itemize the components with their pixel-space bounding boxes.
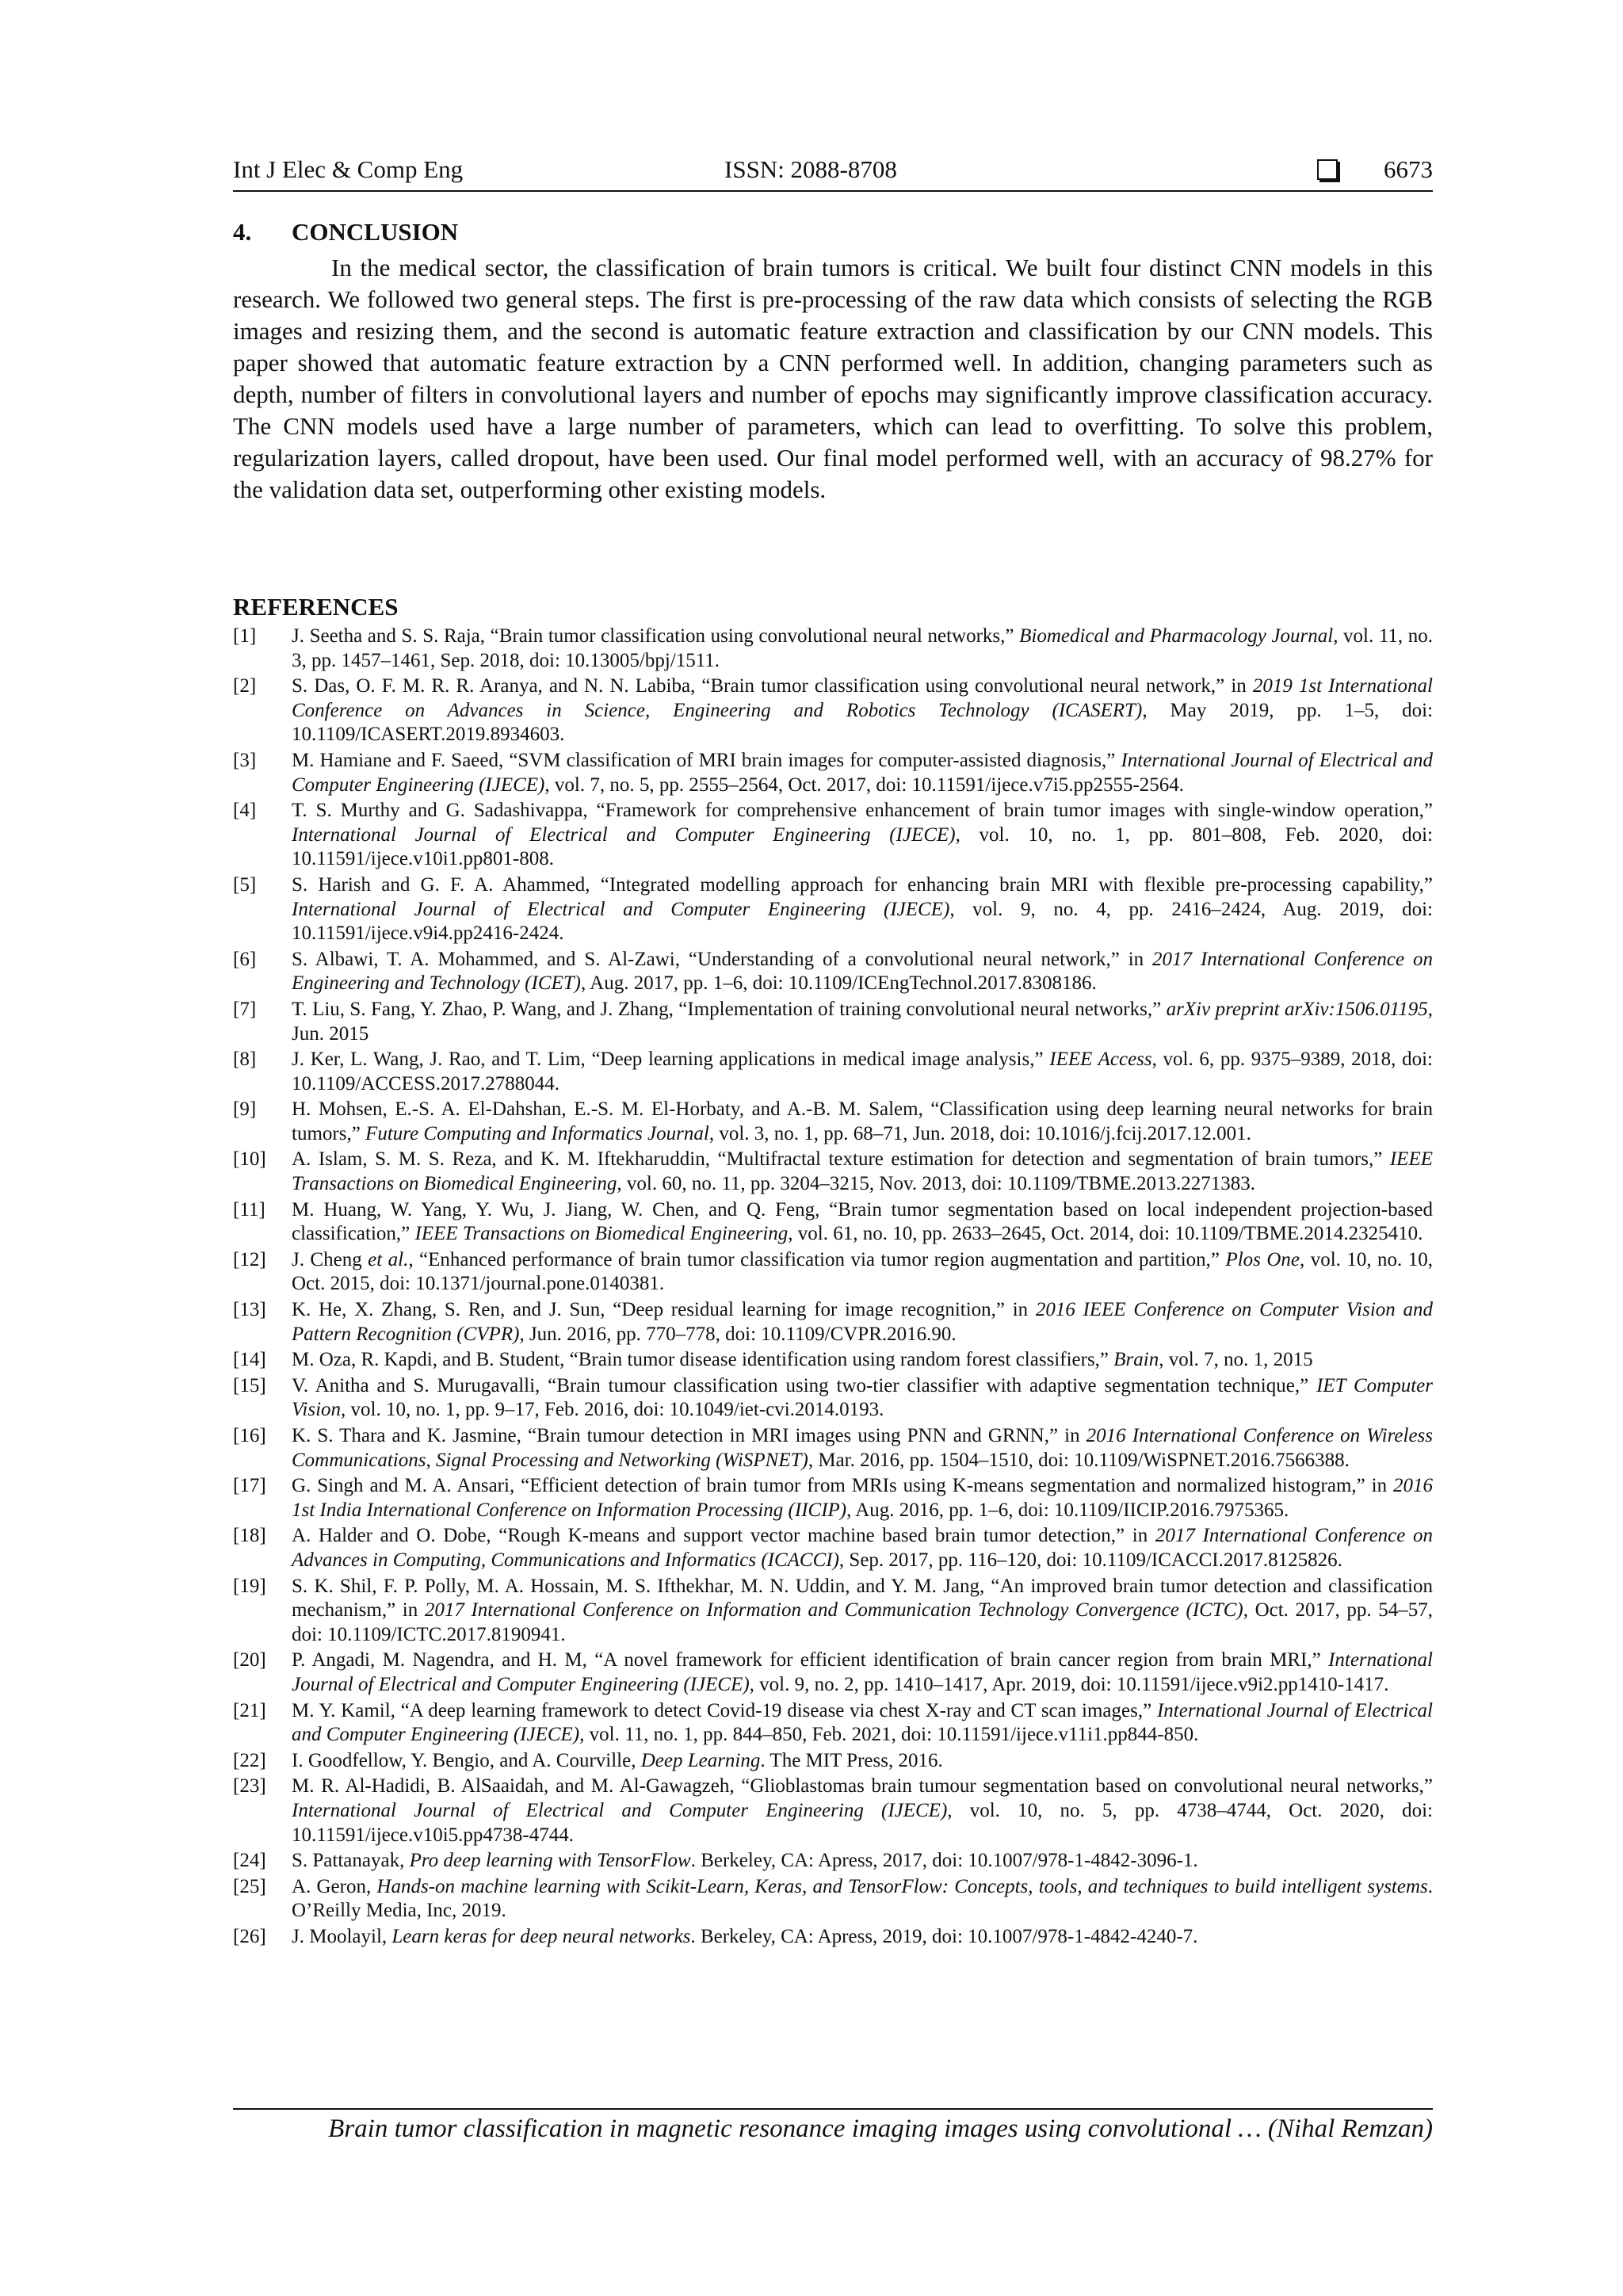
reference-details: , vol. 60, no. 11, pp. 3204–3215, Nov. 2013, doi: 10.1109/TBME.2013.2271383. [617,1173,1255,1195]
reference-details: . The MIT Press, 2016. [760,1749,943,1771]
reference-details: , vol. 11, no. 3, pp. 1457–1461, Sep. 2018, doi: 10.13005/bpj/1511. [292,625,1433,671]
reference-venue: Learn keras for deep neural networks [391,1925,691,1947]
reference-number: [8] [233,1049,257,1071]
reference-item [233,1648,1433,1697]
reference-details: , vol. 61, no. 10, pp. 2633–2645, Oct. 2014, doi: 10.1109/TBME.2014.2325410. [788,1223,1423,1245]
reference-number: [16] [233,1425,266,1446]
reference-text: M. Y. Kamil, “A deep learning framework to detect Covid-19 disease via chest X-ray and CT scan images,” [292,1699,1157,1721]
reference-item [233,1849,1433,1874]
reference-text: K. He, X. Zhang, S. Ren, and J. Sun, “Deep residual learning for image recognition,” in [292,1299,1036,1321]
reference-item [233,948,1433,996]
reference-venue: 2019 1st International Conference on Advances in Science, Engineering and Robotics Technology (ICASERT) [292,675,1434,721]
reference-venue: Future Computing and Informatics Journal [365,1122,709,1144]
reference-venue: Brain [1113,1349,1159,1371]
reference-number: [11] [233,1198,265,1221]
reference-details: , Aug. 2016, pp. 1–6, doi: 10.1109/IICIP.2016.7975365. [846,1499,1289,1521]
page-header [233,155,1433,192]
reference-venue: 2016 International Conference on Wireless Communications, Signal Processing and Networking (WiSPNET) [292,1425,1434,1471]
reference-item [233,1474,1433,1522]
reference-item [233,799,1433,872]
reference-item [233,1248,1433,1297]
reference-item [233,1524,1433,1572]
reference-details: , vol. 10, no. 10, Oct. 2015, doi: 10.1371/journal.pone.0140381. [292,1248,1433,1295]
reference-number: [14] [233,1349,266,1371]
reference-details: . O’Reilly Media, Inc, 2019. [292,1875,1433,1922]
reference-text: V. Anitha and S. Murugavalli, “Brain tumour classification using two-tier classifier with adaptive segmentation technique,” [292,1374,1317,1396]
reference-text: J. Cheng [292,1248,369,1270]
reference-number: [23] [233,1775,266,1797]
reference-venue: Deep Learning [640,1749,761,1771]
reference-item [233,1298,1433,1347]
reference-number: [20] [233,1649,266,1671]
reference-item [233,1925,1433,1950]
reference-item [233,998,1433,1046]
reference-number: [17] [233,1475,266,1497]
reference-details: , vol. 6, pp. 9375–9389, 2018, doi: 10.1109/ACCESS.2017.2788044. [292,1049,1433,1095]
reference-venue: International Journal of Electrical and Computer Engineering (IJECE) [292,898,950,920]
reference-venue: IET Computer Vision [292,1374,1433,1421]
reference-details: , May 2019, pp. 1–5, doi: 10.1109/ICASERT.2019.8934603. [292,699,1434,746]
reference-venue: 2017 International Conference on Engineering and Technology (ICET) [292,948,1433,995]
reference-text: S. K. Shil, F. P. Polly, M. A. Hossain, M. S. Ifthekhar, M. N. Uddin, and Y. M. Jang, “An improved brain tumor detection and classification mechanism,” in [292,1575,1433,1622]
reference-details: , “Enhanced performance of brain tumor classification via tumor region augmentation and partition,” [408,1248,1226,1270]
reference-number: [19] [233,1575,266,1597]
reference-venue: 2017 International Conference on Advances in Computing, Communications and Informatics (ICACCI) [292,1525,1433,1571]
reference-number: [22] [233,1749,266,1771]
reference-text: M. Huang, W. Yang, Y. Wu, J. Jiang, W. Chen, and Q. Feng, “Brain tumor segmentation based on local independent projection-based classification,” [292,1198,1433,1245]
conclusion-paragraph: In the medical sector, the classification of brain tumors is critical. We built four distinct CNN models in this research. We followed two general steps. The first is pre-processing of the raw data which consists of selecting the RGB images and resizing them, and the second is automatic feature extraction and classification by our CNN models. This paper showed that automatic feature extraction by a CNN performed well. In addition, changing parameters such as depth, number of filters in convolutional layers and number of epochs may significantly improve classification accuracy. The CNN models used have a large number of parameters, which can lead to overfitting. To solve this problem, regularization layers, called dropout, have been used. Our final model performed well, with an accuracy of 98.27% for the validation data set, outperforming other existing models. [233,254,1433,503]
reference-number: [4] [233,800,257,822]
reference-item [233,1749,1433,1774]
reference-details: , Aug. 2017, pp. 1–6, doi: 10.1109/ICEngTechnol.2017.8308186. [581,972,1097,995]
reference-number: [1] [233,625,257,647]
reference-number: [5] [233,873,257,896]
reference-number: [3] [233,749,257,771]
reference-text: T. Liu, S. Fang, Y. Zhao, P. Wang, and J. Zhang, “Implementation of training convolutional neural networks,” [292,998,1167,1020]
reference-number: [26] [233,1925,266,1947]
reference-venue: 2016 IEEE Conference on Computer Vision and Pattern Recognition (CVPR) [292,1299,1433,1345]
reference-text: J. Seetha and S. S. Raja, “Brain tumor classification using convolutional neural networks,” [292,625,1020,647]
reference-text: H. Mohsen, E.-S. A. El-Dahshan, E.-S. M. El-Horbaty, and A.-B. M. Salem, “Classification using deep learning neural networks for brain tumors,” [292,1098,1433,1144]
reference-item [233,1374,1433,1423]
reference-number: [25] [233,1875,266,1897]
reference-text: A. Islam, S. M. S. Reza, and K. M. Iftekharuddin, “Multifractal texture estimation for detection and segmentation of brain tumors,” [292,1148,1390,1171]
reference-item [233,1699,1433,1748]
reference-details: . Berkeley, CA: Apress, 2019, doi: 10.1007/978-1-4842-4240-7. [690,1925,1198,1947]
reference-item [233,1098,1433,1146]
reference-number: [7] [233,998,257,1020]
reference-details: , Jun. 2015 [292,998,1434,1045]
square-box-icon [1317,159,1338,180]
reference-item [233,625,1433,673]
reference-details: , vol. 7, no. 1, 2015 [1159,1349,1313,1371]
reference-venue: Plos One [1225,1248,1300,1270]
reference-item [233,674,1433,747]
reference-venue: International Journal of Electrical and Computer Engineering (IJECE) [292,1799,948,1821]
section-heading [233,218,458,246]
paper-page [233,0,1433,2296]
reference-text: P. Angadi, M. Nagendra, and H. M, “A novel framework for efficient identification of brain cancer region from brain MRI,” [292,1649,1329,1671]
reference-item [233,749,1433,797]
reference-item [233,873,1433,946]
reference-text: T. S. Murthy and G. Sadashivappa, “Framework for comprehensive enhancement of brain tumor images with single-window operation,” [292,800,1433,822]
reference-details: . Berkeley, CA: Apress, 2017, doi: 10.1007/978-1-4842-3096-1. [690,1850,1198,1872]
reference-text: M. Hamiane and F. Saeed, “SVM classification of MRI brain images for computer-assisted diagnosis,” [292,749,1121,771]
reference-venue: International Journal of Electrical and Computer Engineering (IJECE) [292,823,956,846]
reference-details: , Oct. 2017, pp. 54–57, doi: 10.1109/ICTC.2017.8190941. [292,1599,1433,1645]
reference-venue: 2016 1st India International Conference on Information Processing (IICIP) [292,1475,1433,1521]
reference-text: M. Oza, R. Kapdi, and B. Student, “Brain tumor disease identification using random forest classifiers,” [292,1349,1114,1371]
reference-item [233,1048,1433,1096]
reference-number: [2] [233,675,257,697]
reference-text: S. Harish and G. F. A. Ahammed, “Integrated modelling approach for enhancing brain MRI with flexible pre-processing capability,” [292,873,1433,896]
reference-number: [15] [233,1374,266,1396]
reference-details: , vol. 3, no. 1, pp. 68–71, Jun. 2018, doi: 10.1016/j.fcij.2017.12.001. [708,1122,1251,1144]
reference-venue: arXiv preprint arXiv:1506.01195 [1166,998,1428,1020]
page-number: 6673 [1384,155,1433,183]
issn-label: ISSN: 2088-8708 [724,155,897,183]
references-list [233,625,1433,1950]
reference-venue: Pro deep learning with TensorFlow [409,1850,691,1872]
reference-number: [9] [233,1098,257,1121]
reference-details: , vol. 11, no. 1, pp. 844–850, Feb. 2021, doi: 10.11591/ijece.v11i1.pp844-850. [579,1724,1199,1746]
reference-number: [18] [233,1525,266,1547]
reference-text: J. Moolayil, [292,1925,392,1947]
reference-text: K. S. Thara and K. Jasmine, “Brain tumour detection in MRI images using PNN and GRNN,” in [292,1425,1086,1446]
reference-venue: International Journal of Electrical and Computer Engineering (IJECE) [292,749,1433,796]
reference-details: , vol. 9, no. 2, pp. 1410–1417, Apr. 2019, doi: 10.11591/ijece.v9i2.pp1410-1417. [749,1673,1389,1695]
page-footer: Brain tumor classification in magnetic resonance imaging images using convolutional … (Nihal Remzan) [233,2108,1433,2144]
reference-details: , vol. 10, no. 5, pp. 4738–4744, Oct. 2020, doi: 10.11591/ijece.v10i5.pp4738-4744. [292,1799,1433,1846]
reference-details: , vol. 10, no. 1, pp. 801–808, Feb. 2020, doi: 10.11591/ijece.v10i1.pp801-808. [292,823,1433,870]
references-heading: REFERENCES [233,593,399,621]
reference-venue: 2017 International Conference on Information and Communication Technology Convergence (ICTC) [424,1599,1243,1622]
reference-venue: IEEE Access [1049,1049,1152,1071]
reference-item [233,1148,1433,1196]
reference-number: [13] [233,1299,266,1321]
reference-details: , Sep. 2017, pp. 116–120, doi: 10.1109/ICACCI.2017.8125826. [838,1549,1342,1571]
reference-details: , vol. 10, no. 1, pp. 9–17, Feb. 2016, doi: 10.1049/iet-cvi.2014.0193. [341,1399,884,1421]
journal-name: Int J Elec & Comp Eng [233,155,464,183]
reference-venue: IEEE Transactions on Biomedical Engineering [292,1148,1433,1195]
reference-item [233,1348,1433,1373]
reference-text: M. R. Al-Hadidi, B. AlSaaidah, and M. Al-Gawagzeh, “Glioblastomas brain tumour segmentation based on convolutional neural networks,” [292,1775,1433,1797]
reference-text: S. Albawi, T. A. Mohammed, and S. Al-Zawi, “Understanding of a convolutional neural network,” in [292,948,1153,970]
reference-number: [24] [233,1850,266,1872]
reference-venue: International Journal of Electrical and Computer Engineering (IJECE) [292,1699,1433,1746]
reference-text: A. Halder and O. Dobe, “Rough K-means and support vector machine based brain tumor detection,” in [292,1525,1155,1547]
reference-number: [10] [233,1148,266,1171]
reference-text: S. Pattanayak, [292,1850,410,1872]
reference-item [233,1424,1433,1473]
reference-text: S. Das, O. F. M. R. R. Aranya, and N. N. Labiba, “Brain tumor classification using convolutional neural network,” in [292,675,1253,697]
reference-item [233,1775,1433,1847]
reference-venue: IEEE Transactions on Biomedical Engineering [414,1223,789,1245]
reference-item [233,1575,1433,1648]
reference-text: I. Goodfellow, Y. Bengio, and A. Courville, [292,1749,641,1771]
reference-details: , vol. 7, no. 5, pp. 2555–2564, Oct. 2017, doi: 10.11591/ijece.v7i5.pp2555-2564. [544,774,1185,796]
reference-venue: Biomedical and Pharmacology Journal [1019,625,1334,647]
reference-venue: International Journal of Electrical and Computer Engineering (IJECE) [292,1649,1433,1695]
reference-text: J. Ker, L. Wang, J. Rao, and T. Lim, “Deep learning applications in medical image analysis,” [292,1049,1050,1071]
reference-number: [6] [233,948,257,970]
reference-details: , Jun. 2016, pp. 770–778, doi: 10.1109/CVPR.2016.90. [519,1323,957,1345]
section-title: CONCLUSION [292,218,459,246]
reference-venue: et al. [368,1248,409,1270]
reference-details: , vol. 9, no. 4, pp. 2416–2424, Aug. 2019, doi: 10.11591/ijece.v9i4.pp2416-2424. [292,898,1433,945]
reference-number: [21] [233,1699,266,1721]
reference-text: G. Singh and M. A. Ansari, “Efficient detection of brain tumor from MRIs using K-means segmentation and normalized histogram,” in [292,1475,1393,1497]
reference-item [233,1875,1433,1924]
reference-details: , Mar. 2016, pp. 1504–1510, doi: 10.1109/WiSPNET.2016.7566388. [808,1449,1350,1471]
reference-text: A. Geron, [292,1875,377,1897]
section-number: 4. [233,218,252,246]
reference-number: [12] [233,1248,266,1270]
reference-item [233,1198,1433,1247]
reference-venue: Hands-on machine learning with Scikit-Learn, Keras, and TensorFlow: Concepts, tools, and techniques to build intelligent systems [376,1875,1428,1897]
